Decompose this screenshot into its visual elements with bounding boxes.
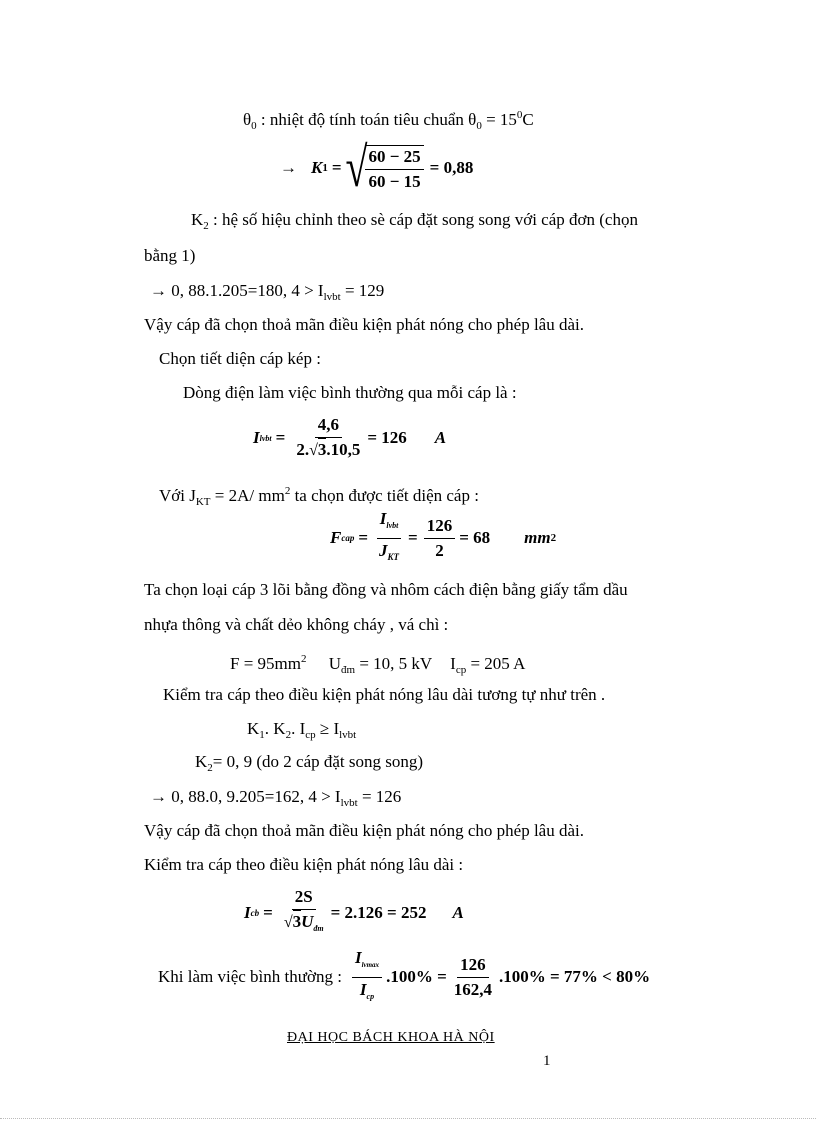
k2-definition-continuation: bằng 1) [144, 246, 196, 265]
k2-definition-line: $K_2$ : hệ số hiệu chỉnh theo sè cáp đặt song song với cáp đơn (chọn [191, 210, 638, 232]
footer-university-title: ĐẠI HỌC BÁCH KHOA HÀ NỘI [287, 1030, 495, 1045]
page-number: 1 [543, 1053, 551, 1069]
icb-equation: I cb = $\frac{2S}{√3U_{đm}}$ = 2.126 = 252 A [244, 887, 464, 933]
load-ratio-equation: Khi làm việc bình thường : $\frac{I_{lvmax}}{I_{cp}}$ .100% = $\frac{126}{162,4}$ .100% = 77% < 80% [158, 947, 651, 1001]
check-result-line-1: → 0, 88.1.205=180, $4 > I_{lvbt} = 129$ [150, 281, 385, 303]
k1-equation: → K 1 = √ $\frac{60 - 25}{60 - 15}$ = 0,88 [280, 135, 474, 199]
theta-definition-line: $\theta_0$ : nhiệt độ tính toán tiêu chuẩn $\theta_0 = 15^0C$ [243, 109, 534, 132]
normal-current-intro: Dòng điện làm việc bình thường qua mỗi cáp là : [183, 383, 517, 402]
conclusion-line-1: Vậy cáp đã chọn thoả mãn điều kiện phát nóng cho phép lâu dài. [144, 315, 584, 334]
cable-choice-line-1: Ta chọn loại cáp 3 lõi bằng đồng và nhôm cách điện bằng giấy tẩm dầu [144, 580, 628, 599]
bottom-divider [0, 1118, 816, 1120]
k2-value-line: $K_2= 0$, 9 (do 2 cáp đặt song song) [195, 752, 424, 774]
cable-choice-line-2: nhựa thông và chất dẻo không cháy , vá chì : [144, 615, 449, 634]
check-similar-line: Kiểm tra cáp theo điều kiện phát nóng lâu dài tương tự như trên . [163, 685, 606, 704]
section-heading-double-cable: Chọn tiết diện cáp kép : [159, 349, 321, 368]
ilvbt-equation: I lvbt = $\frac{4,6}{2.√3.10,5}$ = 126 A [253, 415, 447, 459]
condition-inequality-line: $K_1$. $K_2$. $I_{cp} \ge I_{lvbt}$ [247, 719, 357, 741]
conclusion-line-2: Vậy cáp đã chọn thoả mãn điều kiện phát nóng cho phép lâu dài. [144, 821, 584, 840]
sqrt-symbol-icon: √ [345, 135, 368, 199]
current-density-line: Với $J_{KT} = 2A/$ $mm^2$ ta chọn được tiết diện cáp : [159, 485, 479, 508]
long-term-check-heading: Kiểm tra cáp theo điều kiện phát nóng lâu dài : [144, 855, 464, 874]
check-result-line-2: → 0, 88.0, 9.205=162, $4 > I_{lvbt} = 126$ [150, 787, 402, 809]
cable-specs-line: $F = 95mm^2$ $U_{đm} = 10$, 5 kV $I_{cp} = 205$ A [230, 653, 526, 676]
fcap-equation: F cap = $\frac{I_{lvbt}}{J_{KT}}$ = $\frac{126}{2}$ = 68 mm 2 [330, 509, 557, 562]
